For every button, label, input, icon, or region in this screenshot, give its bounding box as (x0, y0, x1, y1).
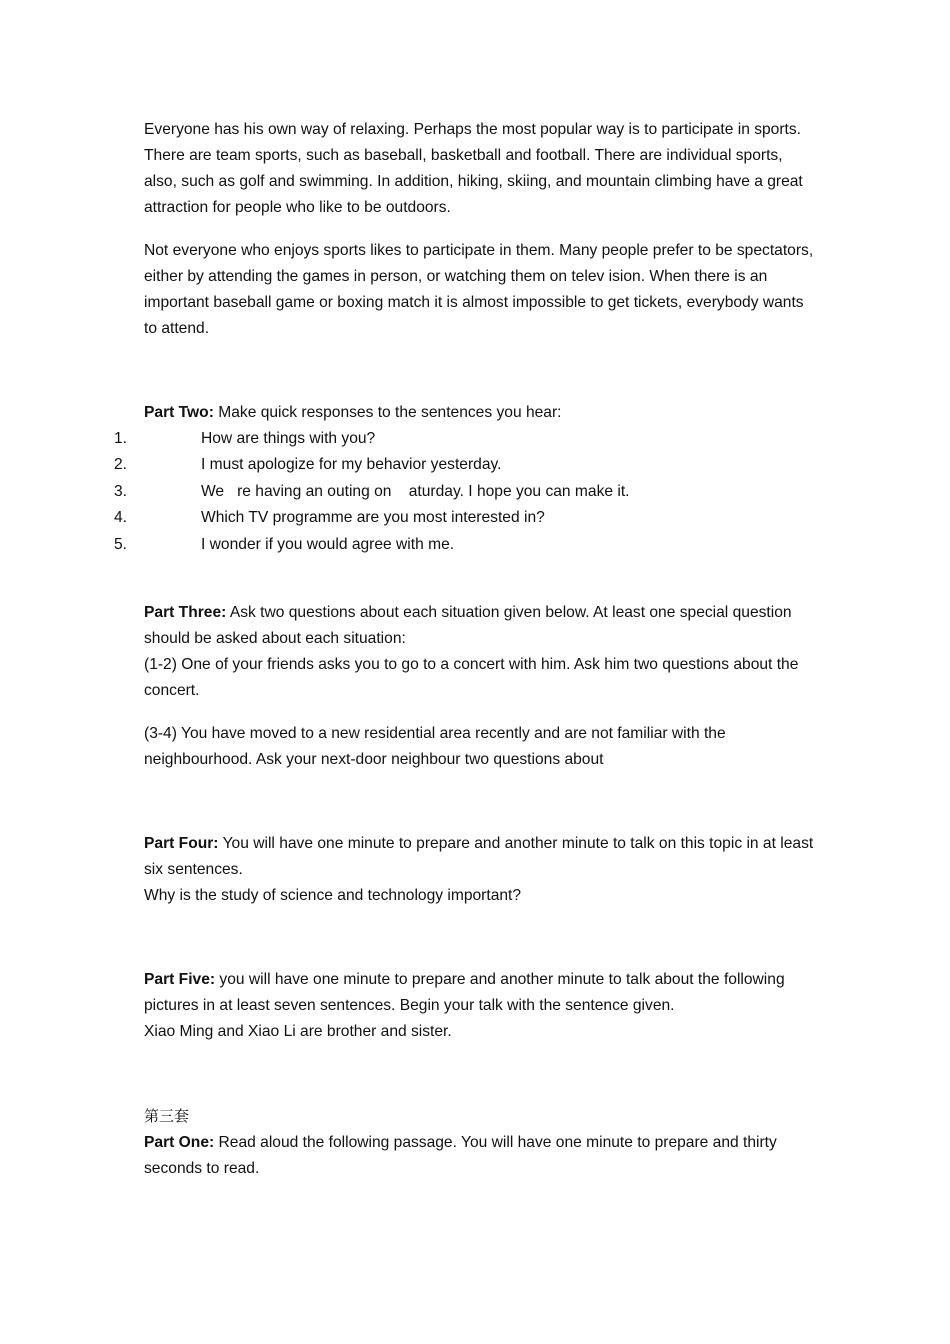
list-item-number: 3. (114, 483, 128, 500)
part-four-label: Part Four: (144, 835, 219, 852)
part-four-topic: Why is the study of science and technology important? (144, 887, 522, 904)
part-four-instruction: You will have one minute to prepare and another minute to talk on this topic in at least six sentences. (144, 835, 814, 878)
part-two-label: Part Two: (144, 404, 214, 421)
list-item-text: How are things with you? (201, 430, 376, 447)
part-four-heading (144, 831, 814, 909)
list-item-text: I wonder if you would agree with me. (201, 536, 455, 553)
part-five-label: Part Five: (144, 971, 216, 988)
list-item (114, 532, 814, 558)
part-one-instruction: Read aloud the following passage. You will have one minute to prepare and thirty seconds to read. (144, 1134, 777, 1177)
list-item (114, 426, 814, 452)
part-three-situation-2: (3-4) You have moved to a new residential area recently and are not familiar with the neighbourhood. Ask your next-door neighbour two questions about (144, 725, 726, 768)
part-three-situation-1: (1-2) One of your friends asks you to go to a concert with him. Ask him two questions about the concert. (144, 656, 799, 699)
list-item-number: 4. (114, 509, 128, 526)
part-five-instruction: you will have one minute to prepare and another minute to talk about the following pictures in at least seven sentences. Begin your talk with the sentence given. (144, 971, 785, 1014)
list-item (114, 505, 814, 531)
list-item-number: 1. (114, 430, 128, 447)
list-item-text: Which TV programme are you most interested in? (201, 509, 545, 526)
list-item (114, 452, 814, 478)
part-three-instruction: Ask two questions about each situation given below. At least one special question should be asked about each situation: (144, 604, 792, 647)
part-five-heading (144, 967, 814, 1045)
list-item-number: 2. (114, 456, 128, 473)
part-two-heading (144, 400, 814, 426)
part-two-instruction: Make quick responses to the sentences you hear: (218, 404, 562, 421)
list-item-text: I must apologize for my behavior yesterday. (201, 456, 502, 473)
list-item-text: We re having an outing on aturday. I hope you can make it. (201, 483, 630, 500)
passage-paragraph-1: Everyone has his own way of relaxing. Perhaps the most popular way is to participate in sports. There are team sports, such as baseball, basketball and football. There are individual sports, also, such as golf and swimming. In addition, hiking, skiing, and mountain climbing have a great attraction for people who like to be outdoors. (144, 121, 803, 216)
part-three-heading (144, 600, 814, 704)
passage-paragraph-2: Not everyone who enjoys sports likes to participate in them. Many people prefer to be spectators, either by attending the games in person, or watching them on telev ision. When there is an important baseball game or boxing match it is almost impossible to get tickets, everybody wants to attend. (144, 242, 814, 337)
part-one-label: Part One: (144, 1134, 215, 1151)
set-three-heading: 第三套 (144, 1107, 190, 1125)
list-item-number: 5. (114, 536, 128, 553)
set-three-section (144, 1103, 814, 1182)
part-three-label: Part Three: (144, 604, 227, 621)
part-five-given-sentence: Xiao Ming and Xiao Li are brother and sister. (144, 1023, 452, 1040)
list-item (114, 479, 814, 505)
